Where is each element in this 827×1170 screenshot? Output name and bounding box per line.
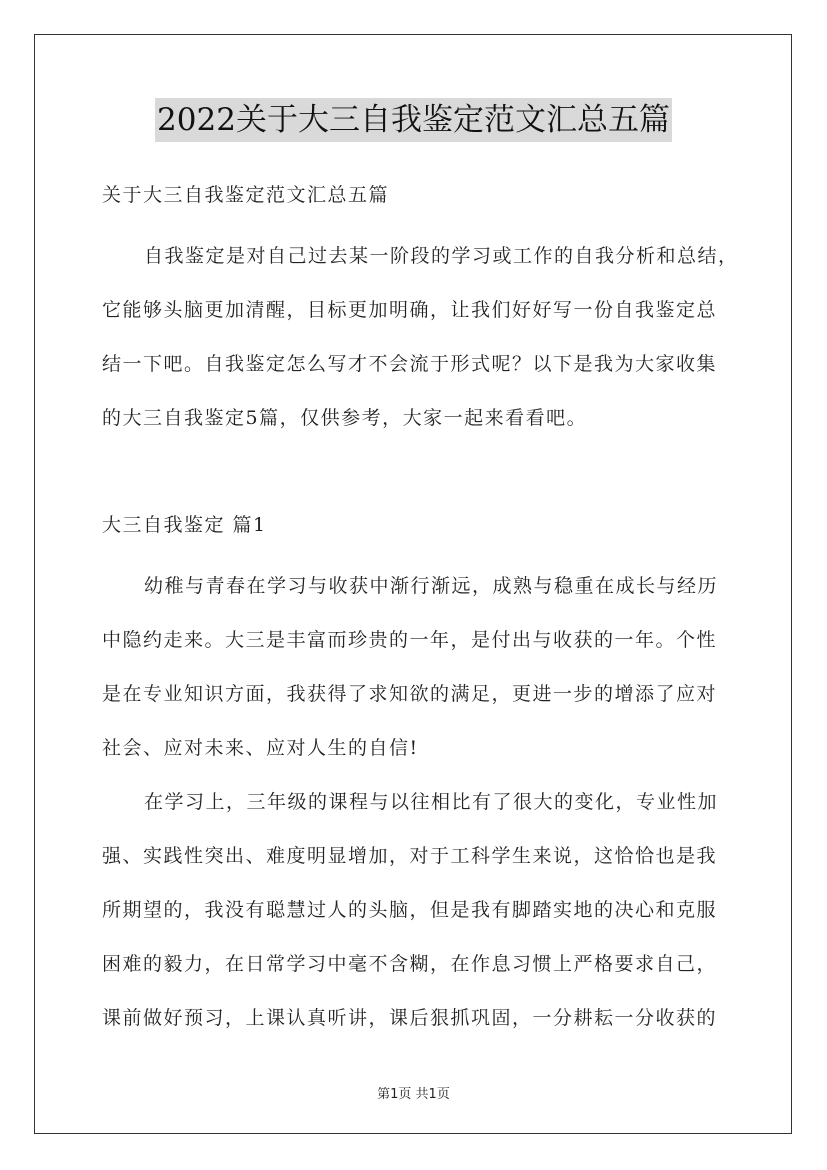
paragraph-line: 的大三自我鉴定5篇，仅供参考，大家一起来看看吧。 bbox=[102, 407, 588, 429]
paragraph-line: 在学习上，三年级的课程与以往相比有了很大的变化，专业性加 bbox=[144, 791, 719, 813]
page-footer: 第1页 共1页 bbox=[377, 1087, 450, 1102]
paragraph-1 bbox=[102, 559, 742, 775]
paragraph-line: 中隐约走来。大三是丰富而珍贵的一年，是付出与收获的一年。个性 bbox=[102, 629, 718, 651]
paragraph-line: 结一下吧。自我鉴定怎么写才不会流于形式呢？以下是我为大家收集 bbox=[102, 353, 718, 375]
paragraph-line: 社会、应对未来、应对人生的自信! bbox=[102, 737, 419, 759]
document-title: 2022关于大三自我鉴定范文汇总五篇 bbox=[155, 98, 672, 142]
paragraph-line: 所期望的，我没有聪慧过人的头脑，但是我有脚踏实地的决心和克服 bbox=[102, 899, 718, 921]
title-container bbox=[0, 98, 827, 142]
paragraph-line: 幼稚与青春在学习与收获中渐行渐远，成熟与稳重在成长与经历 bbox=[144, 575, 719, 597]
subtitle: 关于大三自我鉴定范文汇总五篇 bbox=[102, 184, 390, 206]
document-body bbox=[102, 175, 742, 1045]
paragraph-line: 是在专业知识方面，我获得了求知欲的满足，更进一步的增添了应对 bbox=[102, 683, 718, 705]
paragraph-line: 自我鉴定是对自己过去某一阶段的学习或工作的自我分析和总结， bbox=[144, 245, 739, 267]
paragraph-line: 课前做好预习，上课认真听讲，课后狠抓巩固，一分耕耘一分收获的 bbox=[102, 1007, 718, 1029]
paragraph-line: 它能够头脑更加清醒，目标更加明确，让我们好好写一份自我鉴定总 bbox=[102, 299, 718, 321]
intro-paragraph bbox=[102, 229, 742, 445]
paragraph-line: 强、实践性突出、难度明显增加，对于工科学生来说，这恰恰也是我 bbox=[102, 845, 718, 867]
paragraph-line: 困难的毅力，在日常学习中毫不含糊，在作息习惯上严格要求自己， bbox=[102, 953, 718, 975]
paragraph-2 bbox=[102, 775, 742, 1045]
section-heading: 大三自我鉴定 篇1 bbox=[102, 514, 267, 536]
